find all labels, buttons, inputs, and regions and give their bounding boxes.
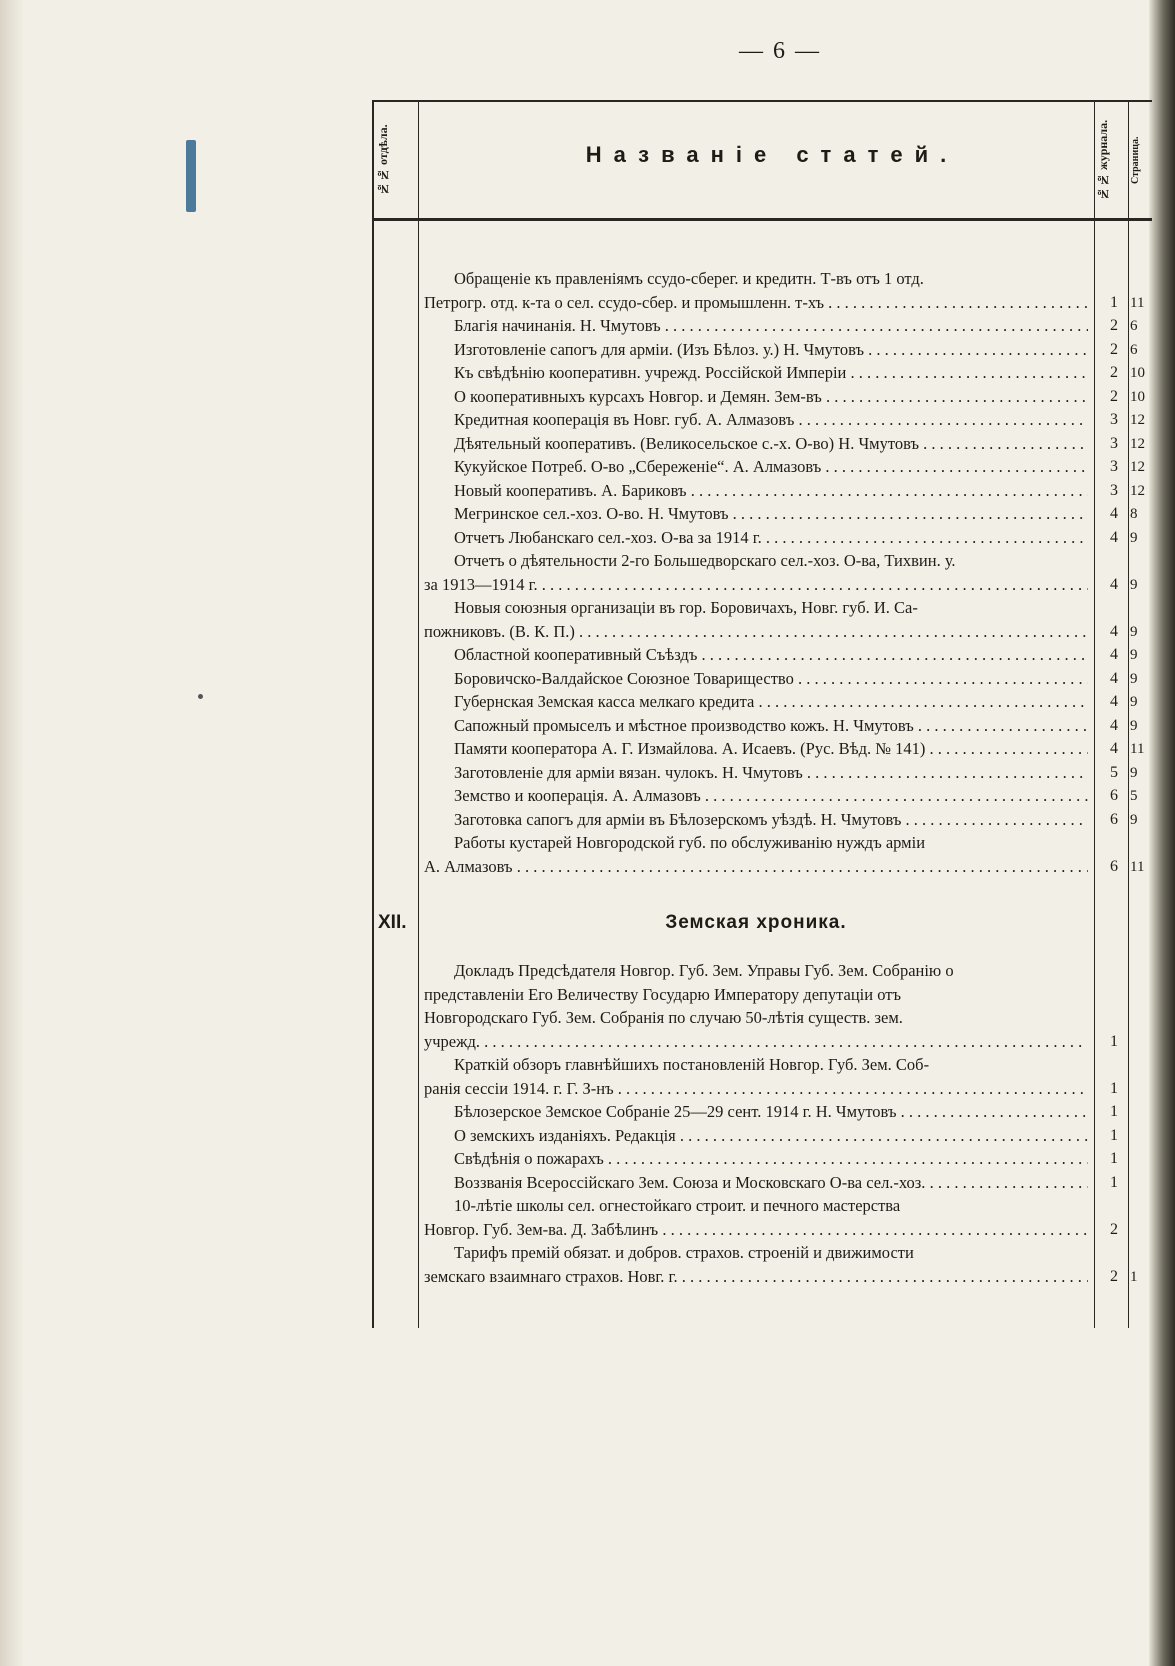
header-title: Названіе статей. — [585, 142, 959, 167]
entry-text: Свѣдѣнія о пожарахъ — [454, 1149, 604, 1168]
entry-title — [424, 597, 1088, 619]
entry-title — [424, 832, 1088, 854]
entry-title — [424, 1101, 1088, 1123]
page-col-rule — [1128, 100, 1129, 1328]
entry-issue-number: 4 — [1110, 740, 1118, 757]
entry-title — [424, 1125, 1088, 1147]
entry-title — [424, 1242, 1088, 1264]
entry-text: Отчетъ Любанскаго сел.-хоз. О-ва за 1914 г. — [454, 527, 762, 547]
entry-text: Новгородскаго Губ. Зем. Собранія по случаю 50-лѣтія существ. зем. — [424, 1008, 903, 1027]
entry-text: Отчетъ о дѣятельности 2-го Большедворскаго сел.-хоз. О-ва, Тихвин. у. — [454, 551, 956, 570]
entry-issue-number: 3 — [1110, 458, 1118, 475]
entry-page-number: 10 — [1130, 365, 1145, 381]
entry-title — [424, 574, 1088, 596]
entry-issue-number: 4 — [1110, 646, 1118, 663]
entry-title — [424, 550, 1088, 572]
entry-title — [424, 691, 1088, 713]
entry-issue-number: 4 — [1110, 716, 1118, 734]
entry-title — [424, 480, 1088, 502]
margin-dot — [198, 694, 203, 699]
issue-col-rule — [1094, 100, 1095, 1328]
entry-title — [424, 1031, 1088, 1053]
entry-text: Петрогр. отд. к-та о сел. ссудо-сбер. и промышленн. т-хъ — [424, 292, 825, 312]
entry-title — [424, 315, 1088, 337]
blue-tab-mark — [186, 140, 196, 212]
entry-title — [424, 339, 1088, 361]
entry-text: Кукуйское Потреб. О-во „Сбереженіе“. А. Алмазовъ — [454, 457, 822, 476]
entry-text: земскаго взаимнаго страхов. Новг. г. — [424, 1266, 678, 1286]
entry-title — [424, 984, 1088, 1006]
entry-title — [424, 738, 1088, 760]
entry-page-number: 9 — [1130, 529, 1138, 546]
entry-text: Новый кооперативъ. А. Бариковъ — [454, 480, 687, 500]
entry-issue-number: 4 — [1110, 575, 1118, 593]
entry-page-number: 10 — [1130, 388, 1145, 405]
header-section-no: №№ отдѣла. — [376, 124, 390, 196]
entry-text: Тарифъ премій обязат. и добров. страхов. строеній и движимости — [454, 1243, 914, 1262]
entry-title — [424, 715, 1088, 737]
entry-title — [424, 1172, 1088, 1194]
entry-title — [424, 386, 1088, 408]
entry-issue-number: 4 — [1110, 528, 1118, 546]
entry-page-number: 9 — [1130, 764, 1138, 781]
header-page-no: Страница. — [1130, 136, 1141, 184]
entry-issue-number: 1 — [1110, 1126, 1118, 1144]
table-left-rule — [372, 100, 374, 1328]
entry-text: учрежд. — [424, 1031, 481, 1051]
entry-text: Работы кустарей Новгородской губ. по обслуживанію нуждъ арміи — [454, 833, 926, 852]
entry-title — [424, 433, 1088, 455]
entry-page-number: 8 — [1130, 506, 1138, 522]
entry-text: Мегринское сел.-хоз. О-во. Н. Чмутовъ — [454, 504, 729, 523]
entry-text: представленіи Его Величеству Государю Императору депутаціи отъ — [424, 984, 901, 1004]
entry-text: Докладъ Предсѣдателя Новгор. Губ. Зем. Управы Губ. Зем. Собранію о — [454, 961, 954, 980]
header-issue-no: №№ журнала. — [1096, 119, 1110, 201]
entry-issue-number: 2 — [1110, 387, 1118, 405]
page-left-edge — [0, 0, 24, 1666]
entry-title — [424, 856, 1088, 878]
entry-page-number: 11 — [1130, 741, 1145, 757]
entry-title — [424, 644, 1088, 666]
entry-issue-number: 6 — [1110, 810, 1118, 828]
entry-title — [424, 621, 1088, 643]
entry-page-number: 11 — [1130, 858, 1145, 875]
entry-issue-number: 6 — [1110, 787, 1118, 804]
entry-text: Сапожный промыселъ и мѣстное производство кожъ. Н. Чмутовъ — [454, 715, 914, 735]
section-title: Земская хроника. — [665, 912, 847, 933]
entry-text: Заготовка сапогъ для арміи въ Бѣлозерскомъ уѣздѣ. Н. Чмутовъ — [454, 809, 902, 829]
entry-title — [424, 1219, 1088, 1241]
entry-text: Благія начинанія. Н. Чмутовъ — [454, 316, 661, 335]
entry-issue-number: 2 — [1110, 364, 1118, 381]
entry-page-number: 9 — [1130, 576, 1138, 593]
header-bottom-rule — [372, 218, 1152, 221]
entry-title — [424, 1266, 1088, 1288]
entry-title — [424, 527, 1088, 549]
entry-text: Памяти кооператора А. Г. Измайлова. А. Исаевъ. (Рус. Вѣд. № 141) — [454, 739, 926, 758]
entry-title — [424, 762, 1088, 784]
entry-text: Земство и кооперація. А. Алмазовъ — [454, 786, 701, 805]
entry-issue-number: 3 — [1110, 434, 1118, 452]
entry-issue-number: 2 — [1110, 340, 1118, 358]
entry-text: Областной кооперативный Съѣздъ — [454, 645, 698, 664]
entry-text: 10-лѣтіе школы сел. огнестойкаго строит. и печного мастерства — [454, 1196, 901, 1215]
entry-title — [424, 809, 1088, 831]
entry-page-number: 6 — [1130, 318, 1138, 334]
entry-page-number: 12 — [1130, 412, 1145, 428]
entry-page-number: 9 — [1130, 811, 1138, 828]
entry-issue-number: 2 — [1110, 1220, 1118, 1238]
entry-issue-number: 4 — [1110, 669, 1118, 687]
entry-page-number: 9 — [1130, 670, 1138, 687]
entry-issue-number: 5 — [1110, 763, 1118, 781]
entry-text: А. Алмазовъ — [424, 856, 513, 876]
entry-title — [424, 456, 1088, 478]
entry-text: Новгор. Губ. Зем-ва. Д. Забѣлинъ — [424, 1219, 659, 1239]
entry-issue-number: 1 — [1110, 1079, 1118, 1097]
entry-text: Заготовленіе для арміи вязан. чулокъ. Н. Чмутовъ — [454, 762, 803, 782]
entry-text: О кооперативныхъ курсахъ Новгор. и Демян. Зем-въ — [454, 386, 822, 406]
page-right-edge — [1149, 0, 1175, 1666]
entry-issue-number: 6 — [1110, 857, 1118, 875]
entry-title — [424, 1078, 1088, 1100]
entry-title — [424, 960, 1088, 982]
entry-text: Воззванія Всероссійскаго Зем. Союза и Московскаго О-ва сел.-хоз. — [454, 1172, 926, 1192]
entry-page-number: 9 — [1130, 717, 1138, 734]
entry-issue-number: 4 — [1110, 693, 1118, 710]
entry-page-number: 9 — [1130, 647, 1138, 663]
entry-page-number: 9 — [1130, 623, 1138, 640]
entry-title — [424, 409, 1088, 431]
contents-table — [372, 100, 1152, 1328]
table-top-rule — [372, 100, 1152, 102]
entry-page-number: 1 — [1130, 1268, 1138, 1285]
entry-text: Боровичско-Валдайское Союзное Товарищество — [454, 668, 794, 688]
entry-issue-number: 3 — [1110, 411, 1118, 428]
entry-title — [424, 1054, 1088, 1076]
entry-title — [424, 668, 1088, 690]
section-col-rule — [418, 100, 419, 1328]
entry-title — [424, 1195, 1088, 1217]
entry-page-number: 11 — [1130, 294, 1145, 311]
entry-title — [424, 1007, 1088, 1029]
entry-text: Къ свѣдѣнію кооперативн. учрежд. Россійской Имперіи — [454, 363, 847, 382]
entry-issue-number: 1 — [1110, 293, 1118, 311]
entry-text: Новыя союзныя организаціи въ гор. Боровичахъ, Новг. губ. И. Са- — [454, 598, 918, 617]
entry-page-number: 12 — [1130, 459, 1145, 475]
entry-page-number: 5 — [1130, 788, 1138, 804]
entry-page-number: 9 — [1130, 694, 1138, 710]
entry-issue-number: 1 — [1110, 1103, 1118, 1120]
entry-text: О земскихъ изданіяхъ. Редакція — [454, 1125, 676, 1145]
page-number: — 6 — — [739, 38, 821, 64]
entry-text: пожниковъ. (В. К. П.) — [424, 621, 575, 641]
entry-issue-number: 1 — [1110, 1150, 1118, 1167]
entry-text: Кредитная кооперація въ Новг. губ. А. Алмазовъ — [454, 410, 795, 429]
entry-issue-number: 2 — [1110, 1267, 1118, 1285]
entry-title — [424, 268, 1088, 290]
entry-page-number: 12 — [1130, 435, 1145, 452]
entry-issue-number: 4 — [1110, 622, 1118, 640]
entry-text: Краткій обзоръ главнѣйшихъ постановленій Новгор. Губ. Зем. Соб- — [454, 1055, 930, 1074]
entry-title — [424, 503, 1088, 525]
entry-title — [424, 785, 1088, 807]
entry-text: Бѣлозерское Земское Собраніе 25—29 сент. 1914 г. Н. Чмутовъ — [454, 1102, 897, 1121]
entry-text: Изготовленіе сапогъ для арміи. (Изъ Бѣлоз. у.) Н. Чмутовъ — [454, 339, 865, 359]
entry-title — [424, 362, 1088, 384]
entry-text: за 1913—1914 г. — [424, 574, 538, 594]
entry-text: Обращеніе къ правленіямъ ссудо-сберег. и кредитн. Т-въ отъ 1 отд. — [454, 269, 924, 288]
entry-issue-number: 1 — [1110, 1032, 1118, 1050]
entry-title — [424, 1148, 1088, 1170]
entry-text: ранія сессіи 1914. г. Г. З-нъ — [424, 1078, 614, 1098]
entry-title — [424, 292, 1088, 314]
entry-text: Дѣятельный кооперативъ. (Великосельское с.-х. О-во) Н. Чмутовъ — [454, 433, 920, 453]
entry-issue-number: 2 — [1110, 317, 1118, 334]
entry-issue-number: 4 — [1110, 505, 1118, 522]
entry-text: Губернская Земская касса мелкаго кредита — [454, 692, 755, 711]
entry-issue-number: 1 — [1110, 1173, 1118, 1191]
entry-issue-number: 3 — [1110, 481, 1118, 499]
section-number: XII. — [378, 912, 407, 933]
entry-page-number: 12 — [1130, 482, 1145, 499]
entry-page-number: 6 — [1130, 341, 1138, 358]
